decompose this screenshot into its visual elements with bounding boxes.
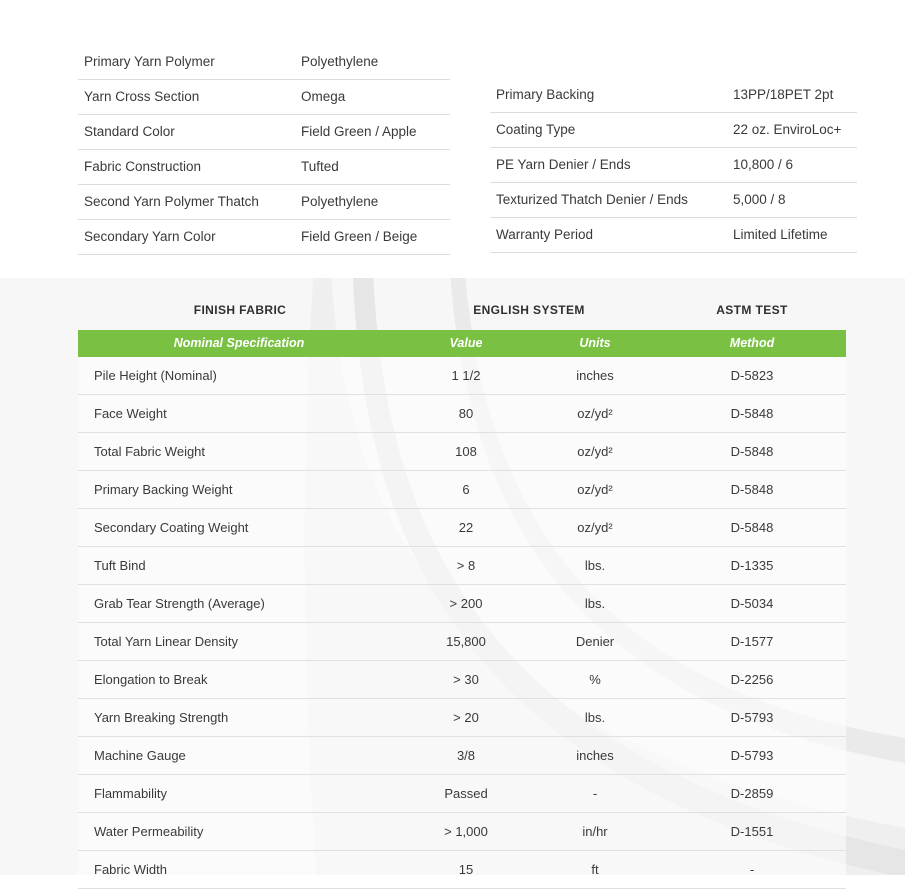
cell-units: lbs.: [532, 585, 658, 623]
table-row: [78, 699, 846, 737]
spec-value: 10,800 / 6: [727, 148, 857, 183]
spec-label: Coating Type: [490, 113, 727, 148]
table-row: [78, 45, 450, 80]
column-header-specification: Nominal Specification: [78, 330, 400, 357]
spec-value: 5,000 / 8: [727, 183, 857, 218]
cell-method: D-5848: [658, 471, 846, 509]
spec-label: Primary Backing: [490, 78, 727, 113]
cell-specification: Tuft Bind: [78, 547, 400, 585]
spec-label: Primary Yarn Polymer: [78, 45, 295, 80]
cell-method: D-5034: [658, 585, 846, 623]
spec-label: Texturized Thatch Denier / Ends: [490, 183, 727, 218]
group-header-english-system: ENGLISH SYSTEM: [473, 303, 585, 317]
table-row: [490, 113, 857, 148]
cell-specification: Yarn Breaking Strength: [78, 699, 400, 737]
cell-method: D-1335: [658, 547, 846, 585]
spec-label: Standard Color: [78, 115, 295, 150]
cell-specification: Flammability: [78, 775, 400, 813]
table-row: [78, 115, 450, 150]
table-row: [78, 585, 846, 623]
spec-label: PE Yarn Denier / Ends: [490, 148, 727, 183]
backing-spec-table: [490, 78, 857, 253]
column-header-method: Method: [658, 330, 846, 357]
cell-specification: Pile Height (Nominal): [78, 357, 400, 395]
group-header-astm-test: ASTM TEST: [716, 303, 788, 317]
cell-method: D-1551: [658, 813, 846, 851]
cell-specification: Water Permeability: [78, 813, 400, 851]
cell-specification: Grab Tear Strength (Average): [78, 585, 400, 623]
group-header-row: [0, 278, 905, 318]
table-row: [78, 220, 450, 255]
table-row: [78, 737, 846, 775]
finish-fabric-section: [0, 278, 905, 877]
table-row: [78, 509, 846, 547]
table-row: [78, 813, 846, 851]
cell-specification: Machine Gauge: [78, 737, 400, 775]
table-row: [78, 623, 846, 661]
table-row: [78, 661, 846, 699]
primary-spec-table: [78, 45, 450, 255]
spec-label: Second Yarn Polymer Thatch: [78, 185, 295, 220]
spec-value: Polyethylene: [295, 45, 450, 80]
cell-units: inches: [532, 357, 658, 395]
spec-value: Tufted: [295, 150, 450, 185]
cell-value: 22: [400, 509, 532, 547]
table-header-row: [78, 330, 846, 357]
cell-value: 15: [400, 851, 532, 889]
cell-method: D-2859: [658, 775, 846, 813]
table-row: [78, 185, 450, 220]
spec-value: Omega: [295, 80, 450, 115]
table-row: [78, 471, 846, 509]
cell-value: 80: [400, 395, 532, 433]
cell-method: D-5793: [658, 699, 846, 737]
cell-units: inches: [532, 737, 658, 775]
spec-value: Field Green / Apple: [295, 115, 450, 150]
cell-specification: Face Weight: [78, 395, 400, 433]
cell-method: D-2256: [658, 661, 846, 699]
cell-method: D-1577: [658, 623, 846, 661]
cell-method: D-5848: [658, 395, 846, 433]
cell-specification: Primary Backing Weight: [78, 471, 400, 509]
cell-units: oz/yd²: [532, 395, 658, 433]
cell-units: in/hr: [532, 813, 658, 851]
spec-label: Yarn Cross Section: [78, 80, 295, 115]
cell-units: lbs.: [532, 547, 658, 585]
spec-label: Secondary Yarn Color: [78, 220, 295, 255]
cell-units: oz/yd²: [532, 471, 658, 509]
cell-method: D-5793: [658, 737, 846, 775]
spec-label: Fabric Construction: [78, 150, 295, 185]
spec-value: 13PP/18PET 2pt: [727, 78, 857, 113]
cell-specification: Fabric Width: [78, 851, 400, 889]
cell-method: D-5823: [658, 357, 846, 395]
cell-specification: Total Yarn Linear Density: [78, 623, 400, 661]
table-row: [490, 183, 857, 218]
cell-units: Denier: [532, 623, 658, 661]
cell-value: > 20: [400, 699, 532, 737]
cell-value: > 8: [400, 547, 532, 585]
group-header-finish-fabric: FINISH FABRIC: [193, 303, 287, 317]
cell-value: 1 1/2: [400, 357, 532, 395]
cell-specification: Secondary Coating Weight: [78, 509, 400, 547]
spec-value: Field Green / Beige: [295, 220, 450, 255]
spec-label: Warranty Period: [490, 218, 727, 253]
cell-value: > 1,000: [400, 813, 532, 851]
table-row: [78, 150, 450, 185]
cell-units: lbs.: [532, 699, 658, 737]
cell-units: oz/yd²: [532, 433, 658, 471]
table-row: [78, 775, 846, 813]
cell-value: > 200: [400, 585, 532, 623]
cell-method: -: [658, 851, 846, 889]
cell-value: 15,800: [400, 623, 532, 661]
cell-units: ft: [532, 851, 658, 889]
cell-method: D-5848: [658, 509, 846, 547]
cell-units: oz/yd²: [532, 509, 658, 547]
cell-specification: Total Fabric Weight: [78, 433, 400, 471]
table-row: [78, 433, 846, 471]
cell-units: %: [532, 661, 658, 699]
cell-value: 3/8: [400, 737, 532, 775]
cell-method: D-5848: [658, 433, 846, 471]
top-spec-section: [0, 0, 905, 278]
cell-units: -: [532, 775, 658, 813]
table-row: [78, 80, 450, 115]
column-header-units: Units: [532, 330, 658, 357]
table-row: [490, 148, 857, 183]
spec-value: 22 oz. EnviroLoc+: [727, 113, 857, 148]
spec-value: Polyethylene: [295, 185, 450, 220]
cell-value: 6: [400, 471, 532, 509]
table-row: [78, 547, 846, 585]
cell-value: Passed: [400, 775, 532, 813]
cell-specification: Elongation to Break: [78, 661, 400, 699]
cell-value: > 30: [400, 661, 532, 699]
table-row: [78, 851, 846, 889]
specifications-table: [78, 330, 846, 889]
table-row: [78, 395, 846, 433]
spec-value: Limited Lifetime: [727, 218, 857, 253]
table-row: [490, 78, 857, 113]
table-row: [490, 218, 857, 253]
cell-value: 108: [400, 433, 532, 471]
table-row: [78, 357, 846, 395]
column-header-value: Value: [400, 330, 532, 357]
